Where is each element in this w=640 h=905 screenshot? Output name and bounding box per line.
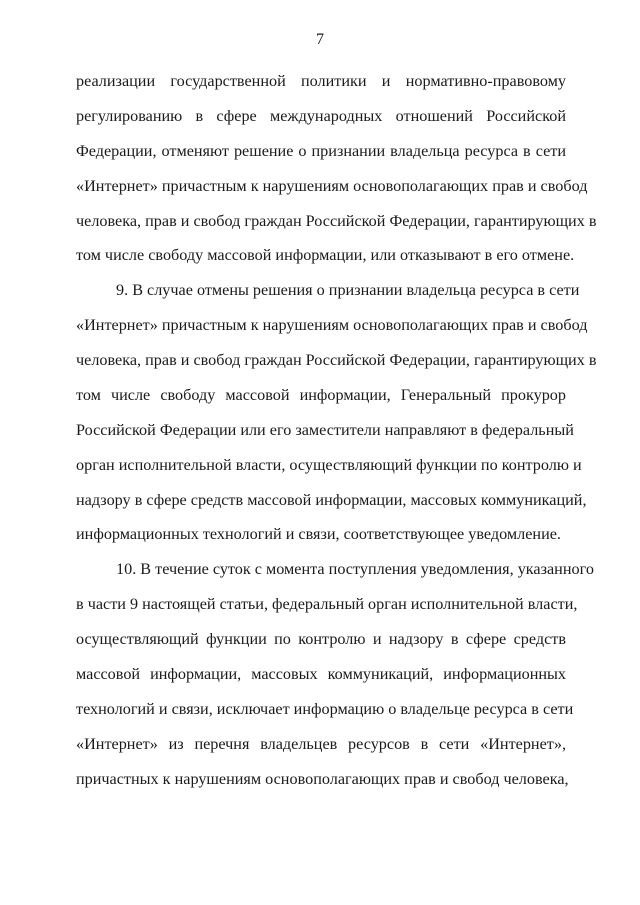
paragraph-1-line: человека, прав и свобод граждан Российской Федерации, гарантирующих в	[76, 212, 597, 230]
paragraph-1-line: реализации государственной политики и нормативно-правовому	[76, 72, 566, 90]
paragraph-9-line: надзору в сфере средств массовой информации, массовых коммуникаций,	[76, 491, 587, 509]
paragraph-9-line: том числе свободу массовой информации, Генеральный прокурор	[76, 386, 566, 404]
page-number: 7	[316, 31, 324, 48]
paragraph-10-line: причастных к нарушениям основополагающих прав и свобод человека,	[76, 770, 569, 788]
paragraph-10-line: осуществляющий функции по контролю и надзору в сфере средств	[76, 630, 566, 648]
paragraph-1-line: Федерации, отменяют решение о признании владельца ресурса в сети	[76, 142, 566, 160]
paragraph-10-line: «Интернет» из перечня владельцев ресурсов в сети «Интернет»,	[76, 735, 566, 753]
paragraph-1-line: регулированию в сфере международных отношений Российской	[76, 107, 566, 125]
paragraph-9-line: 9. В случае отмены решения о признании владельца ресурса в сети	[116, 281, 580, 299]
paragraph-10-line: 10. В течение суток с момента поступления уведомления, указанного	[116, 560, 594, 578]
paragraph-9-line: «Интернет» причастным к нарушениям основополагающих прав и свобод	[76, 316, 588, 334]
paragraph-10-line: технологий и связи, исключает информацию о владельце ресурса в сети	[76, 700, 574, 718]
paragraph-10-line: в части 9 настоящей статьи, федеральный орган исполнительной власти,	[76, 595, 578, 613]
paragraph-10-line: массовой информации, массовых коммуникаций, информационных	[76, 665, 566, 683]
paragraph-1-line: том числе свободу массовой информации, или отказывают в его отмене.	[76, 246, 575, 264]
paragraph-9-line: Российской Федерации или его заместители направляют в федеральный	[76, 421, 574, 439]
paragraph-9-line: орган исполнительной власти, осуществляющий функции по контролю и	[76, 456, 582, 474]
paragraph-9-line: человека, прав и свобод граждан Российской Федерации, гарантирующих в	[76, 351, 597, 369]
paragraph-1-line: «Интернет» причастным к нарушениям основополагающих прав и свобод	[76, 177, 588, 195]
paragraph-9-line: информационных технологий и связи, соответствующее уведомление.	[76, 525, 561, 543]
